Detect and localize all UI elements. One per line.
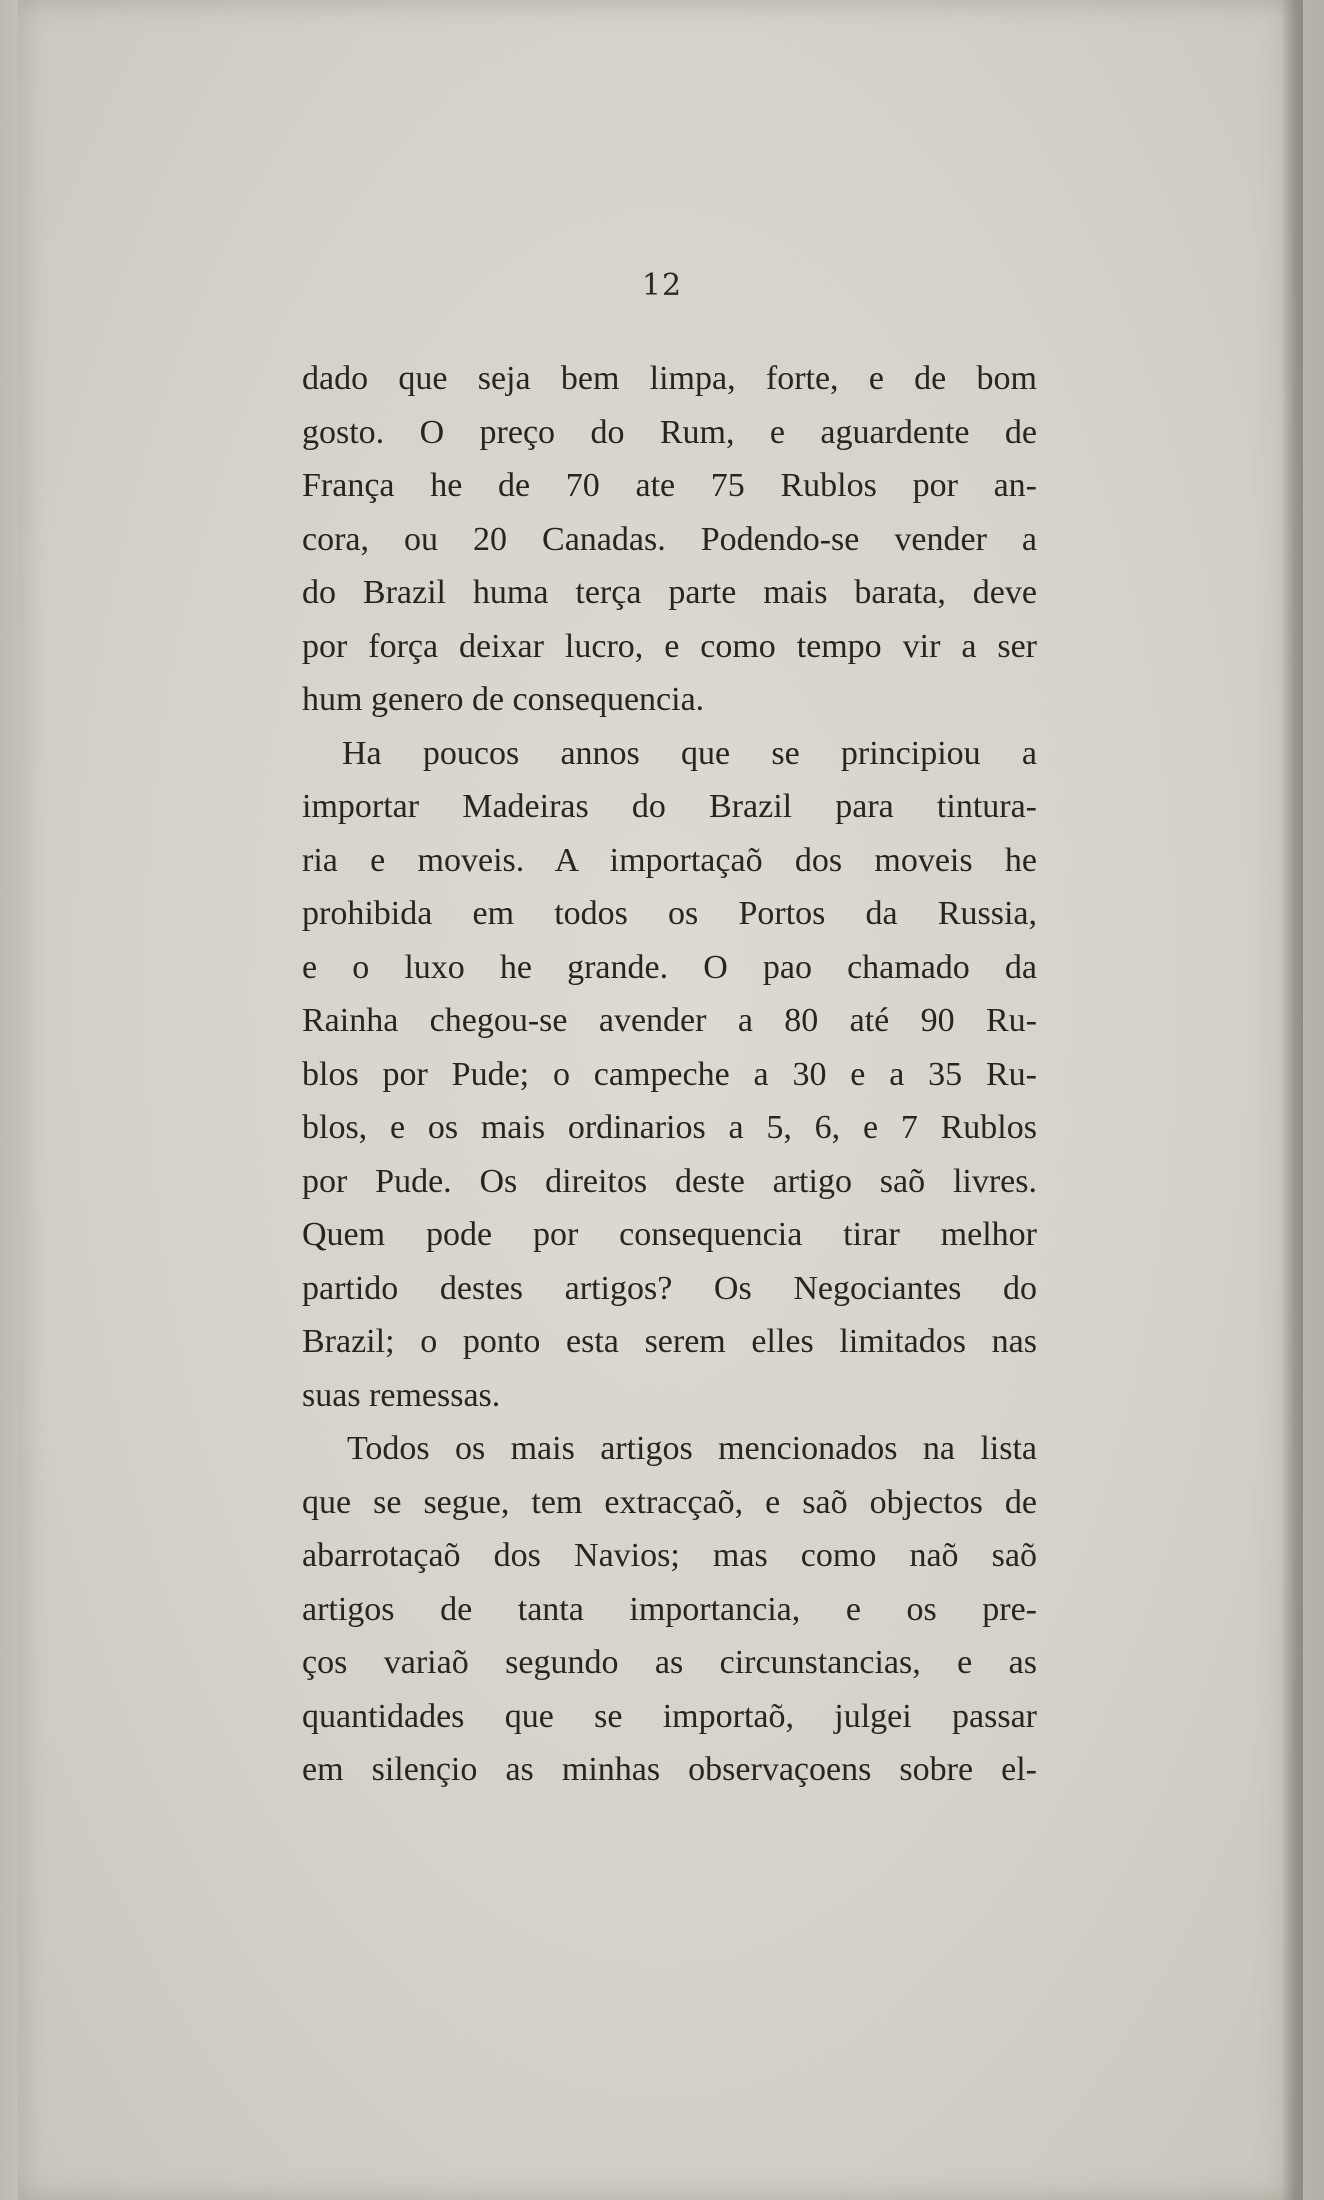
text-line: por Pude. Os direitos deste artigo saõ livres. [302, 1162, 1037, 1200]
text-line: em silençio as minhas observaçoens sobre el- [302, 1751, 1037, 1788]
text-line: abarrotaçaõ dos Navios; mas como naõ saõ [302, 1537, 1037, 1574]
text-line: importar Madeiras do Brazil para tintura- [302, 788, 1037, 825]
text-line: dado que seja bem limpa, forte, e de bom [302, 360, 1037, 397]
paragraph-2 [302, 727, 1037, 1423]
text-line: cora, ou 20 Canadas. Podendo-se vender a [302, 520, 1037, 558]
text-line: que se segue, tem extracçaõ, e saõ objectos de [302, 1483, 1037, 1521]
text-line: e o luxo he grande. O pao chamado da [302, 948, 1037, 986]
page-edge-shadow [1281, 0, 1303, 2200]
text-line: artigos de tanta importancia, e os pre- [302, 1590, 1037, 1628]
text-line: prohibida em todos os Portos da Russia, [302, 895, 1037, 932]
text-line: por força deixar lucro, e como tempo vir a ser [302, 627, 1037, 665]
text-line: Todos os mais artigos mencionados na lista [347, 1430, 1037, 1467]
paragraph-1 [302, 352, 1037, 727]
text-line: ria e moveis. A importaçaõ dos moveis he [302, 841, 1037, 879]
paragraph-3 [302, 1422, 1037, 1797]
text-line: blos, e os mais ordinarios a 5, 6, e 7 Rublos [302, 1109, 1037, 1146]
text-line: gosto. O preço do Rum, e aguardente de [302, 413, 1037, 451]
text-line: ços variaõ segundo as circunstancias, e as [302, 1644, 1037, 1681]
text-line: partido destes artigos? Os Negociantes do [302, 1269, 1037, 1307]
text-line: do Brazil huma terça parte mais barata, deve [302, 574, 1037, 611]
text-line: hum genero de consequencia. [302, 681, 705, 718]
page-number: 12 [641, 268, 683, 303]
text-line: suas remessas. [302, 1376, 501, 1414]
text-line: quantidades que se importaõ, julgei passar [302, 1697, 1037, 1735]
text-line: França he de 70 ate 75 Rublos por an- [302, 467, 1037, 504]
text-line: Rainha chegou-se avender a 80 até 90 Ru- [302, 1002, 1037, 1039]
text-line: Quem pode por consequencia tirar melhor [302, 1216, 1037, 1253]
body-text [302, 352, 1037, 1797]
text-line: blos por Pude; o campeche a 30 e a 35 Ru- [302, 1055, 1037, 1093]
text-line: Ha poucos annos que se principiou a [342, 734, 1037, 772]
text-line: Brazil; o ponto esta serem elles limitados nas [302, 1323, 1037, 1360]
